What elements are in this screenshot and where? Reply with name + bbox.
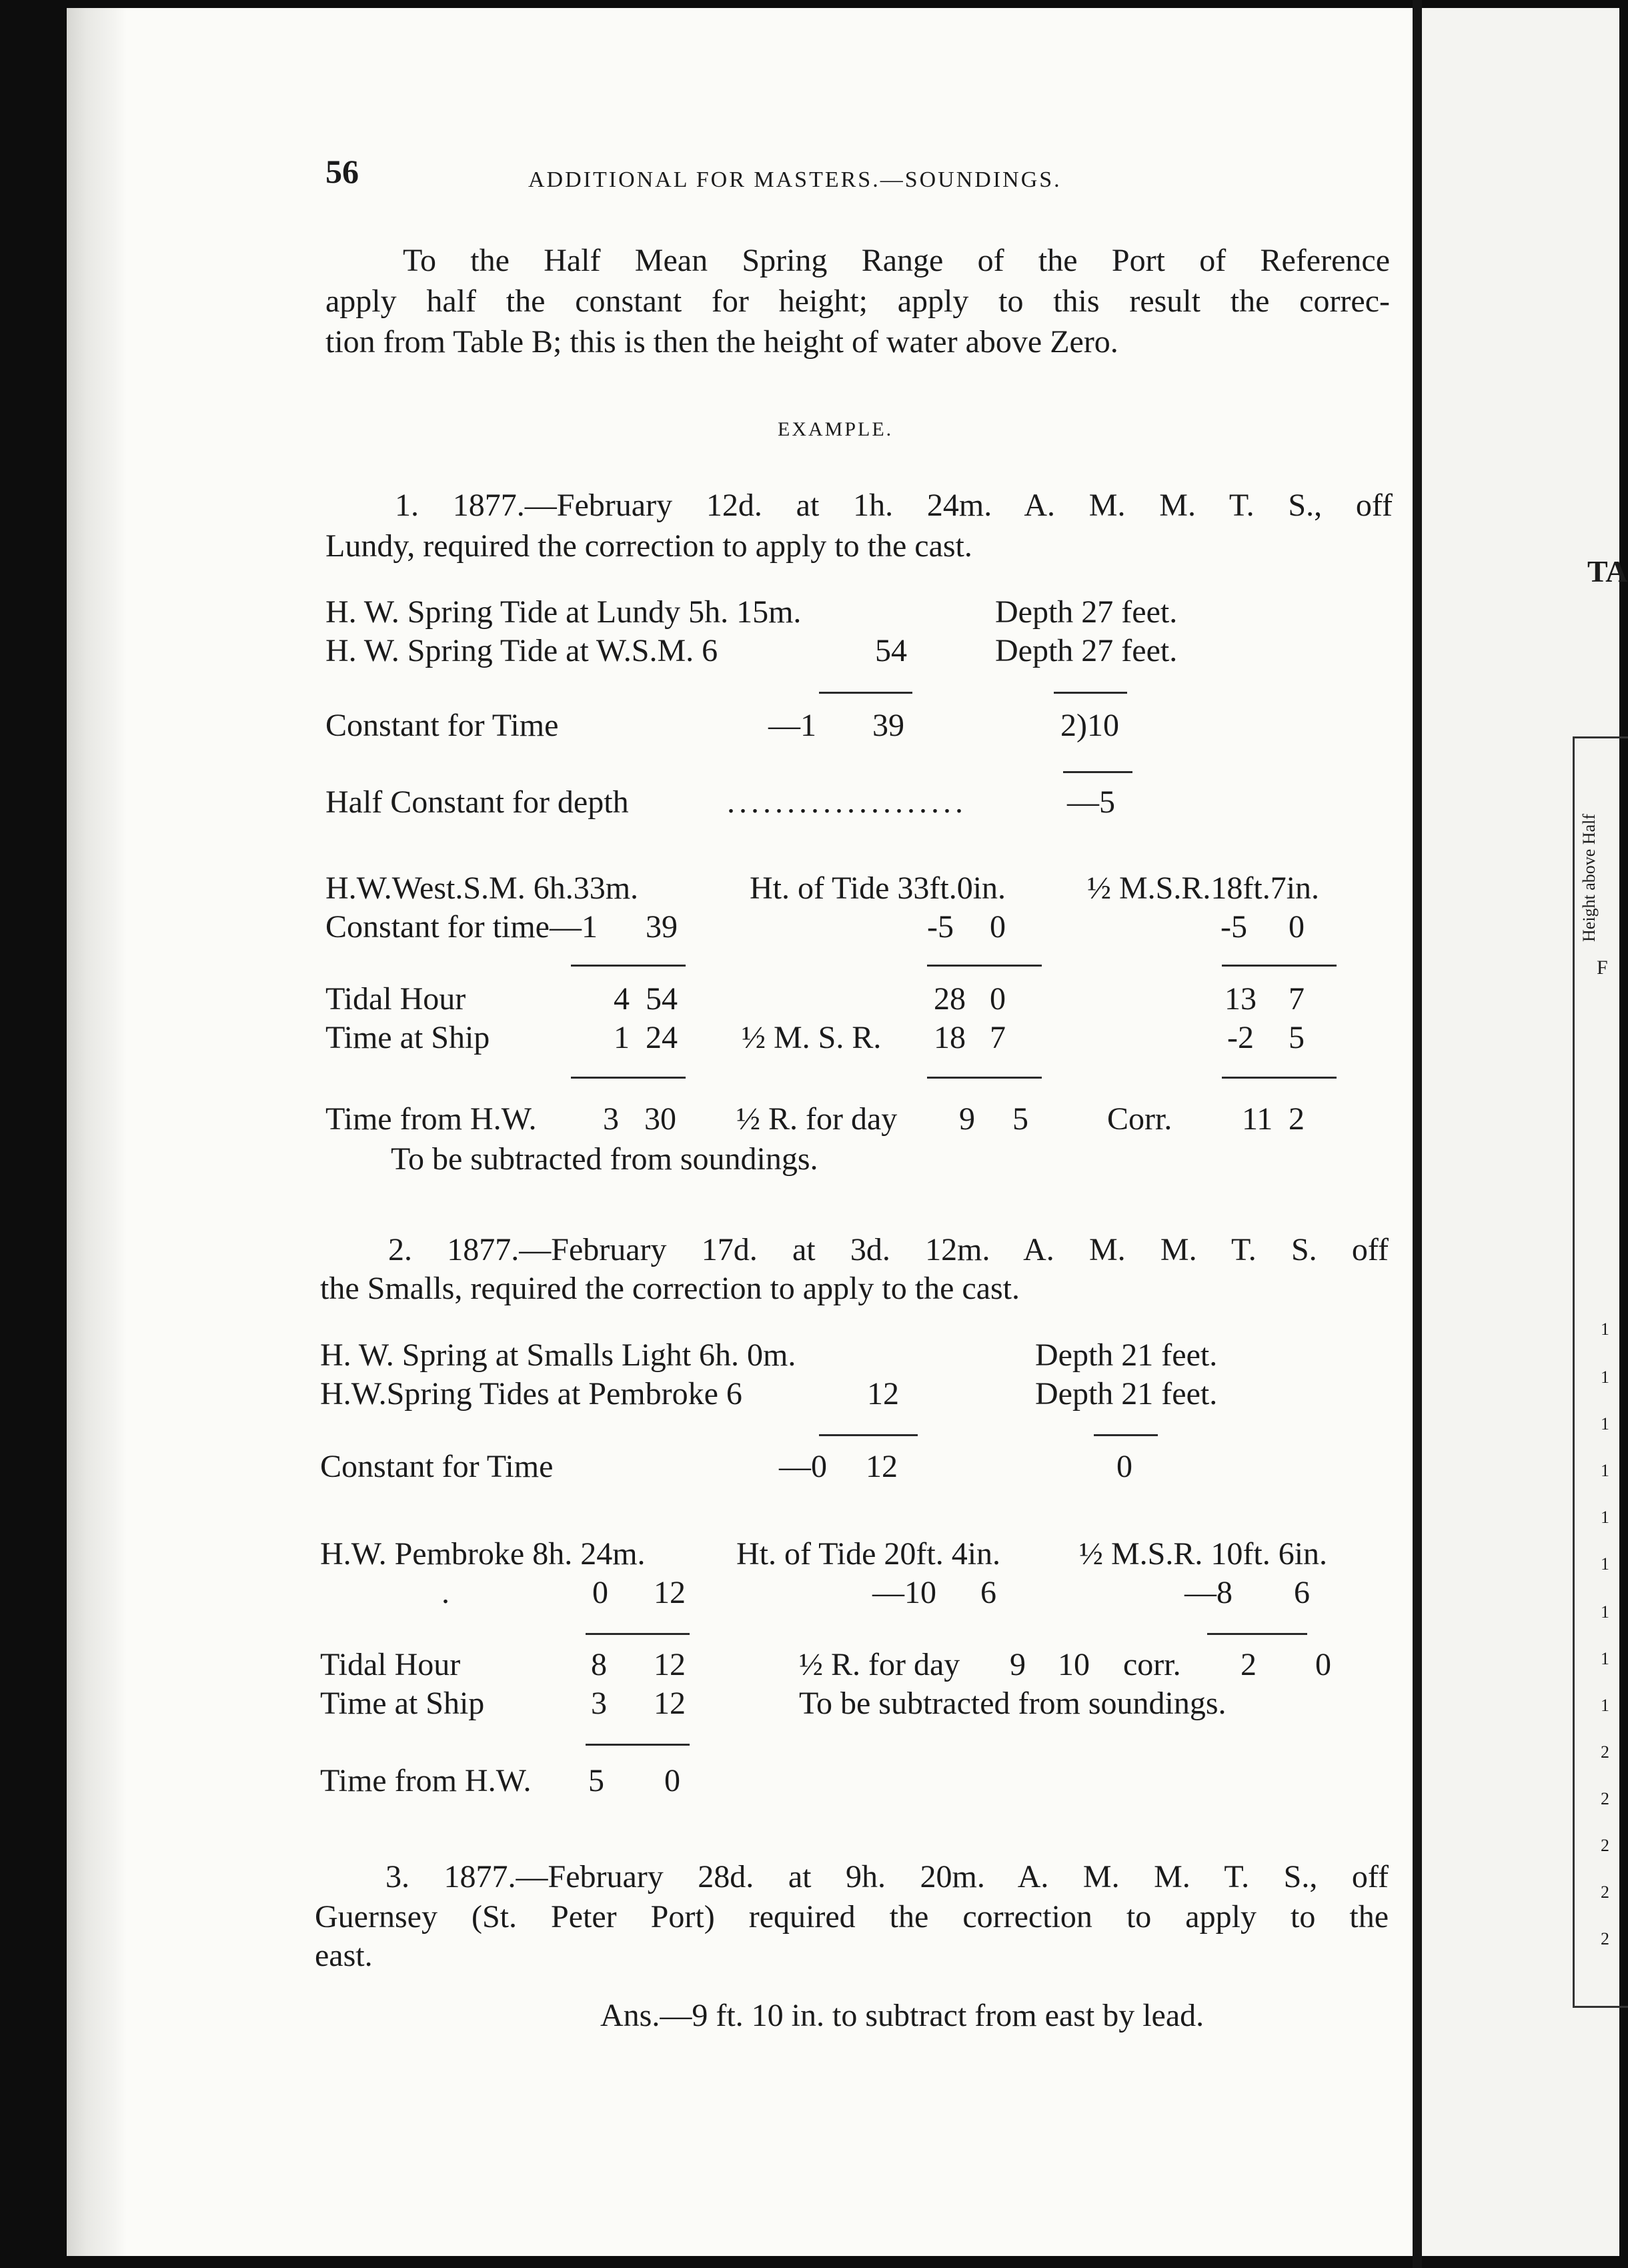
ex1-r2-minutes: 39 [646, 909, 678, 945]
ex1-r4-msr-label: ½ M. S. R. [742, 1020, 882, 1055]
ex2-time-at-ship-label: Time at Ship [320, 1686, 485, 1721]
ex1-r2-tide-ft: -5 [927, 909, 954, 945]
ex2-r2-tide-in: 6 [980, 1575, 996, 1610]
ex2-r2-dot: . [442, 1575, 450, 1610]
ex1-time-at-ship-m: 24 [646, 1020, 678, 1055]
ex2-time-from-hw-m: 0 [664, 1763, 680, 1798]
ex2-hw-pembroke: H.W.Spring Tides at Pembroke 6 [320, 1376, 742, 1411]
ex2-tidal-hour-label: Tidal Hour [320, 1647, 461, 1682]
ex1-r3-msr-in: 7 [1289, 981, 1305, 1017]
ex1-rule-d [571, 1077, 686, 1079]
example-1-line-2: Lundy, required the correction to apply to the cast. [325, 528, 972, 564]
row-number: 1 [1601, 1319, 1609, 1339]
row-number: 2 [1601, 1929, 1609, 1948]
ex1-hw-wsm-minutes: 54 [875, 633, 907, 668]
ex1-corr-label: Corr. [1107, 1101, 1172, 1137]
ex1-constant-label: Constant for Time [325, 708, 559, 743]
ex2-r3-tide-ft: 9 [1010, 1647, 1026, 1682]
right-page-heading-fragment: TA [1587, 554, 1628, 588]
ex1-r2-msr-ft: -5 [1220, 909, 1247, 945]
row-number: 2 [1601, 1789, 1609, 1808]
ex1-r4-msr-in: 5 [1289, 1020, 1305, 1055]
book-gutter [1413, 0, 1422, 2268]
ex1-half-constant-label: Half Constant for depth [325, 784, 629, 820]
row-number: 1 [1601, 1367, 1609, 1387]
ex1-note: To be subtracted from soundings. [391, 1141, 818, 1177]
ex1-rule-e [927, 1077, 1042, 1079]
ex1-hw-west: H.W.West.S.M. 6h.33m. [325, 871, 639, 906]
ex2-time-at-ship-h: 3 [591, 1686, 607, 1721]
ex2-note: To be subtracted from soundings. [799, 1686, 1227, 1721]
row-number: 2 [1601, 1882, 1609, 1902]
ex1-rule-f [1222, 1077, 1337, 1079]
ex1-tidal-hour-label: Tidal Hour [325, 981, 466, 1017]
example-2-line-1: 2. 1877.—February 17d. at 3d. 12m. A. M. M. T. S. off [388, 1232, 1389, 1267]
ex1-tidal-hour-h: 4 [614, 981, 630, 1017]
right-page-fragment [1422, 8, 1628, 2256]
page-number: 56 [325, 153, 359, 190]
intro-line-1: To the Half Mean Spring Range of the Port of Reference [403, 243, 1390, 278]
ex1-ht-of-tide: Ht. of Tide 33ft.0in. [750, 871, 1006, 906]
example-3-answer: Ans.—9 ft. 10 in. to subtract from east by lead. [600, 1998, 1204, 2033]
ex2-constant-depth: 0 [1116, 1449, 1132, 1484]
ex1-time-from-hw-h: 3 [603, 1101, 619, 1137]
ex1-rule-c [1222, 965, 1337, 967]
ex1-r5-tide-in: 5 [1012, 1101, 1028, 1137]
ex2-tidal-hour-m: 12 [654, 1647, 686, 1682]
ex2-r2-tide-ft: —10 [872, 1575, 936, 1610]
example-3-line-3: east. [315, 1938, 373, 1973]
ex2-r-for-day: ½ R. for day [799, 1647, 960, 1682]
row-number: 1 [1601, 1508, 1609, 1527]
ex2-depth-2: Depth 21 feet. [1035, 1376, 1218, 1411]
row-number: 1 [1601, 1649, 1609, 1668]
ex2-corr-ft: 2 [1241, 1647, 1257, 1682]
ex2-corr-label: corr. [1123, 1647, 1181, 1682]
ex2-rule-c [586, 1744, 690, 1746]
ex2-constant-label: Constant for Time [320, 1449, 554, 1484]
row-number: 2 [1601, 1836, 1609, 1855]
ex1-r3-msr-ft: 13 [1225, 981, 1257, 1017]
ex2-r2-msr-ft: —8 [1184, 1575, 1233, 1610]
ex1-tidal-hour-m: 54 [646, 981, 678, 1017]
ex1-hw-lundy: H. W. Spring Tide at Lundy 5h. 15m. [325, 594, 802, 630]
row-number: 1 [1601, 1461, 1609, 1480]
ex1-r4-tide-ft: 18 [934, 1020, 966, 1055]
ex1-rule-time [819, 692, 912, 694]
ex1-r2-msr-in: 0 [1289, 909, 1305, 945]
ex1-time-at-ship-label: Time at Ship [325, 1020, 490, 1055]
ex1-time-at-ship-h: 1 [614, 1020, 630, 1055]
row-number: 1 [1601, 1414, 1609, 1434]
ex2-time-at-ship-m: 12 [654, 1686, 686, 1721]
ex2-constant-minutes: 12 [866, 1449, 898, 1484]
example-3-line-2: Guernsey (St. Peter Port) required the correction to apply to the [315, 1899, 1389, 1934]
ex2-time-from-hw-label: Time from H.W. [320, 1763, 532, 1798]
example-2-line-2: the Smalls, required the correction to apply to the cast. [320, 1271, 1020, 1306]
right-page-column-heading: Height above Half [1579, 813, 1599, 942]
ex1-r4-tide-in: 7 [990, 1020, 1006, 1055]
row-number: 2 [1601, 1742, 1609, 1762]
row-number: 1 [1601, 1602, 1609, 1622]
ex1-constant-hours: —1 [768, 708, 816, 743]
ex2-rule-a [586, 1633, 690, 1635]
ex2-depth-1: Depth 21 feet. [1035, 1337, 1218, 1373]
right-page-fragment-f: F [1597, 957, 1608, 979]
ex1-r5-tide-ft: 9 [959, 1101, 975, 1137]
ex1-r2-tide-in: 0 [990, 909, 1006, 945]
ex2-r2-m: 12 [654, 1575, 686, 1610]
ex1-rule-a [571, 965, 686, 967]
ex2-hw-smalls: H. W. Spring at Smalls Light 6h. 0m. [320, 1337, 796, 1373]
ex2-tidal-hour-h: 8 [591, 1647, 607, 1682]
ex1-corr-in: 2 [1289, 1101, 1305, 1137]
ex2-r3-tide-in: 10 [1058, 1647, 1090, 1682]
ex2-msr: ½ M.S.R. 10ft. 6in. [1079, 1536, 1328, 1572]
ex1-constant-minutes: 39 [872, 708, 904, 743]
ex2-ht-of-tide: Ht. of Tide 20ft. 4in. [736, 1536, 1001, 1572]
ex2-rule-b [1207, 1633, 1307, 1635]
intro-line-3: tion from Table B; this is then the height of water above Zero. [325, 324, 1118, 360]
example-3-line-1: 3. 1877.—February 28d. at 9h. 20m. A. M. M. T. S., off [385, 1859, 1389, 1894]
row-number: 1 [1601, 1554, 1609, 1574]
ex1-depth-1: Depth 27 feet. [995, 594, 1178, 630]
ex2-hw-pembroke-minutes: 12 [867, 1376, 899, 1411]
ex1-time-from-hw-label: Time from H.W. [325, 1101, 537, 1137]
example-1-line-1: 1. 1877.—February 12d. at 1h. 24m. A. M. M. T. S., off [395, 488, 1393, 523]
ex2-r2-h: 0 [592, 1575, 608, 1610]
ex1-r3-tide-in: 0 [990, 981, 1006, 1017]
page-binding-shadow [67, 8, 127, 2256]
ex2-rule-time [819, 1434, 918, 1436]
ex1-constant-for-time: Constant for time—1 [325, 909, 598, 945]
example-heading: EXAMPLE. [778, 418, 894, 440]
ex1-r-for-day: ½ R. for day [736, 1101, 898, 1137]
ex1-corr-ft: 11 [1242, 1101, 1273, 1137]
ex1-depth-2: Depth 27 feet. [995, 633, 1178, 668]
ex1-rule-b [927, 965, 1042, 967]
ex1-msr: ½ M.S.R.18ft.7in. [1087, 871, 1320, 906]
ex2-time-from-hw-h: 5 [588, 1763, 604, 1798]
ex2-rule-depth [1094, 1434, 1158, 1436]
ex1-constant-depth: 2)10 [1060, 708, 1119, 743]
ex1-r3-tide-ft: 28 [934, 981, 966, 1017]
ex1-time-from-hw-m: 30 [644, 1101, 676, 1137]
left-page [67, 8, 1477, 2256]
ex1-rule-depth [1054, 692, 1127, 694]
ex2-constant-hours: —0 [779, 1449, 827, 1484]
ex1-rule-half [1063, 771, 1132, 773]
ex1-dot-leader: .................... [727, 784, 967, 820]
row-number: 1 [1601, 1696, 1609, 1715]
ex2-hw-pembroke-time: H.W. Pembroke 8h. 24m. [320, 1536, 646, 1572]
ex2-r2-msr-in: 6 [1294, 1575, 1310, 1610]
running-head: ADDITIONAL FOR MASTERS.—SOUNDINGS. [528, 167, 1062, 192]
ex1-hw-wsm: H. W. Spring Tide at W.S.M. 6 [325, 633, 718, 668]
ex1-half-constant-value: —5 [1067, 784, 1115, 820]
intro-line-2: apply half the constant for height; apply to this result the correc- [325, 284, 1390, 319]
ex1-r4-msr-ft: -2 [1227, 1020, 1254, 1055]
ex2-corr-in: 0 [1315, 1647, 1331, 1682]
